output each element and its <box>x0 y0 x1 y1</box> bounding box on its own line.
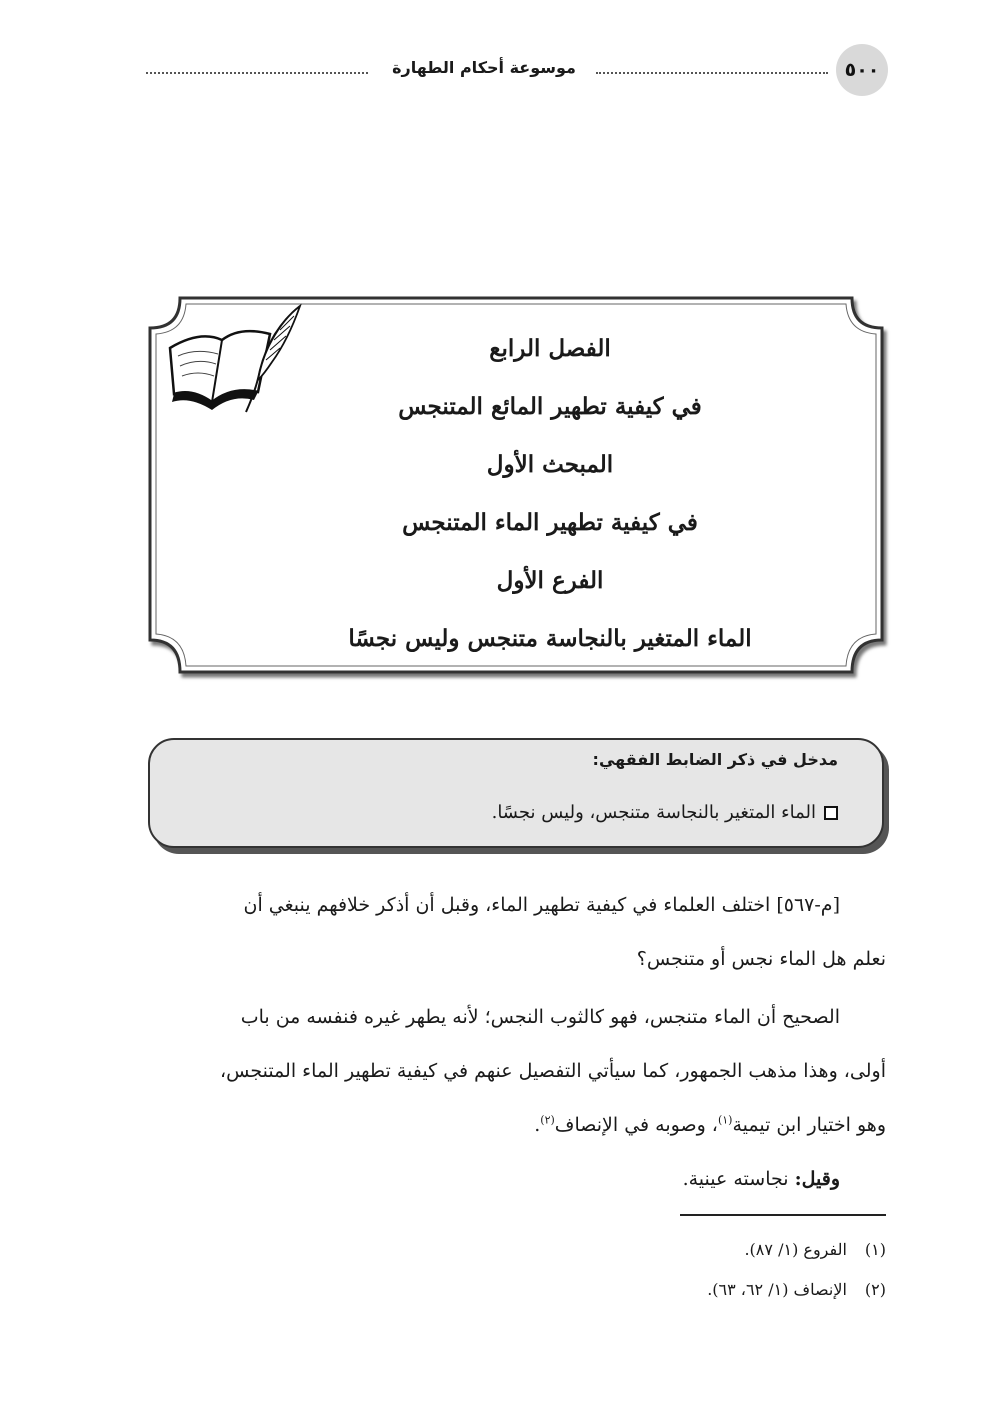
paragraph-text: نجاسته عينية. <box>682 1168 789 1190</box>
footnote-number: (٢) <box>864 1280 886 1299</box>
footnote-number: (١) <box>864 1240 886 1259</box>
paragraph-line: نعلم هل الماء نجس أو متنجس؟ <box>636 948 886 970</box>
footnote-text: الفروع (١/ ٨٧). <box>744 1240 847 1259</box>
paragraph-2 <box>146 990 886 1152</box>
page-number <box>836 44 888 96</box>
header-dotted-rule <box>146 72 368 74</box>
paragraph-1 <box>146 878 886 986</box>
opinion-label: وقيل: <box>794 1168 840 1190</box>
chapter-title: الفصل الرابع <box>489 335 611 362</box>
section-subtitle: في كيفية تطهير الماء المتنجس <box>402 509 698 536</box>
book-and-quill-icon <box>160 300 310 420</box>
paragraph-3 <box>146 1152 886 1206</box>
paragraph-line: أولى، وهذا مذهب الجمهور، كما سيأتي التفصيل عنهم في كيفية تطهير الماء المتنجس، <box>219 1060 886 1082</box>
paragraph-line: [م-٥٦٧] اختلف العلماء في كيفية تطهير الماء، وقبل أن أذكر خلافهم ينبغي أن <box>243 894 840 916</box>
footnote-ref[interactable]: (٢) <box>540 1113 555 1127</box>
chapter-title-block <box>290 320 810 668</box>
paragraph-line: الصحيح أن الماء متنجس، فهو كالثوب النجس؛ لأنه يطهر غيره فنفسه من باب <box>240 1006 840 1028</box>
section-title: المبحث الأول <box>486 451 614 478</box>
jurisprudential-rule-box <box>148 738 884 848</box>
footnote <box>707 1280 886 1299</box>
chapter-subtitle: في كيفية تطهير المائع المتنجس <box>398 393 702 420</box>
rule-box-item-text: الماء المتغير بالنجاسة متنجس، وليس نجسًا. <box>491 802 816 823</box>
checkbox-icon <box>824 806 838 820</box>
paragraph-text: ، وصوبه في الإنصاف <box>554 1114 718 1136</box>
page-number-text: ٥٠٠ <box>844 59 880 81</box>
paragraph-text: . <box>534 1114 541 1136</box>
paragraph-text: وهو اختيار ابن تيمية <box>732 1114 886 1136</box>
footnote <box>744 1240 886 1259</box>
subsection-subtitle: الماء المتغير بالنجاسة متنجس وليس نجسًا <box>348 625 752 652</box>
rule-box-item <box>492 802 838 823</box>
paragraph-line <box>146 1152 886 1206</box>
rule-box-heading: مدخل في ذكر الضابط الفقهي: <box>592 750 838 769</box>
subsection-title: الفرع الأول <box>496 567 604 594</box>
footnote-ref[interactable]: (١) <box>717 1113 733 1127</box>
footnote-separator <box>680 1214 886 1216</box>
running-header-title: موسوعة أحكام الطهارة <box>392 58 576 77</box>
header-dotted-rule <box>596 72 828 74</box>
footnote-text: الإنصاف (١/ ٦٢، ٦٣). <box>707 1280 847 1299</box>
paragraph-line <box>146 1098 886 1152</box>
